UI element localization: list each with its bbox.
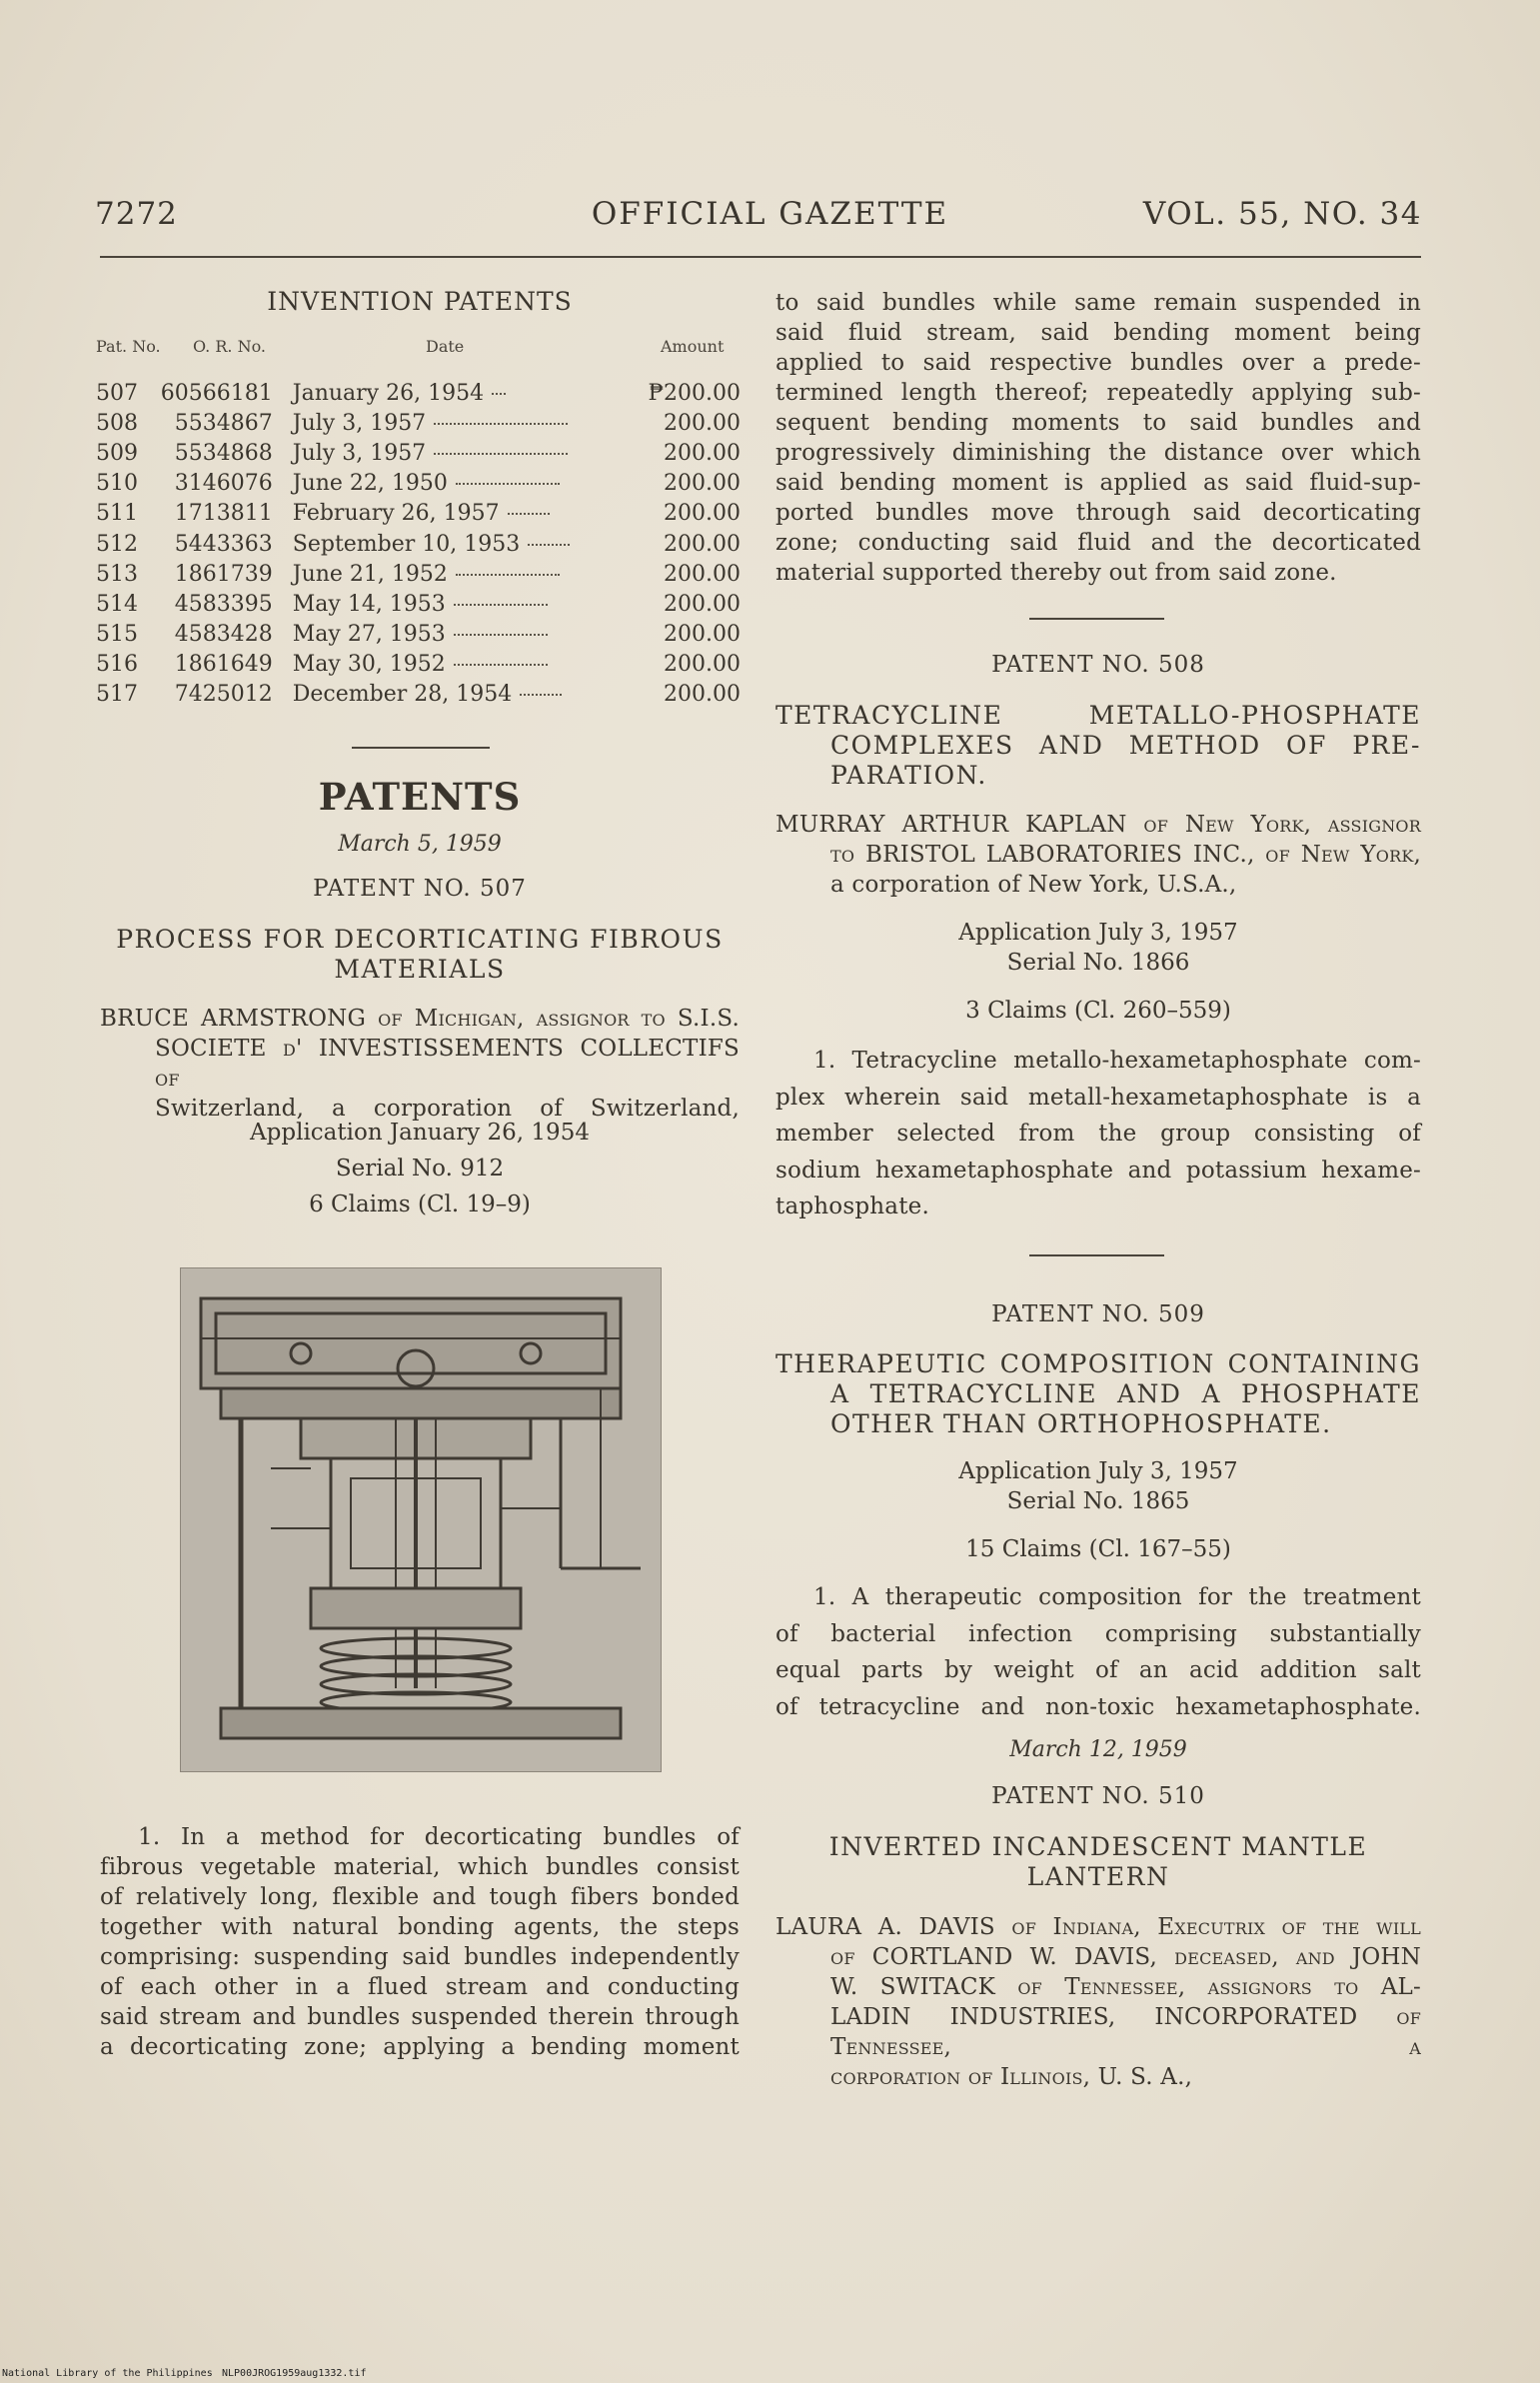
application-date: Application July 3, 1957 [958,920,1238,946]
apparatus-drawing [181,1268,661,1771]
cell-or [161,680,273,710]
text-line: LADIN INDUSTRIES, INCORPORATED of Tennessee, a [830,2004,1421,2060]
cell-amount [627,589,741,619]
table-row [96,620,741,650]
cell-amount [627,559,741,589]
cell-or [161,589,273,619]
col-pat-no: Pat. No. [96,337,161,356]
patent-509-claim [775,1579,1421,1725]
leader-dots [492,393,506,395]
cell-amount [627,408,741,438]
title-line: PROCESS FOR DECORTICATING FIBROUS [116,925,724,954]
cell-or [161,499,273,529]
title-line: LANTERN [1026,1862,1170,1891]
cell-date [273,469,627,499]
leader-dots [454,634,548,636]
date-value: February 26, 1957 [292,501,500,527]
cell-amount [627,438,741,468]
date-value: September 10, 1953 [292,531,521,557]
text-line: 1. A therapeutic composition for the treatment [813,1584,1421,1610]
col-amount: Amount [661,337,725,356]
text-line: applied to said respective bundles over a prede- [775,350,1421,376]
text-line: ported bundles move through said decorticating [775,500,1421,526]
date-value: July 3, 1957 [292,440,427,466]
cell-or [161,408,273,438]
inventor-line: Switzerland, a corporation of Switzerland, [155,1096,740,1122]
pat-value: 517 [96,682,138,708]
leader-dots [508,513,550,515]
pat-value: 510 [96,471,138,497]
leader-dots [434,423,568,425]
text-line: said bending moment is applied as said fluid-sup- [775,470,1421,496]
table-row [96,408,741,438]
cell-date [273,499,627,529]
or-value: 7425012 [174,682,273,708]
section-divider [352,747,490,749]
amount-value: 200.00 [664,682,741,708]
serial-number: Serial No. 1866 [1006,950,1190,976]
patents-date: March 5, 1959 [338,832,502,857]
or-value: 1713811 [174,501,273,527]
patent-507-application [100,1115,740,1222]
amount-value: 200.00 [664,622,741,648]
cell-or [161,620,273,650]
cell-or [161,650,273,680]
footer-library: National Library of the Philippines [2,2368,213,2379]
date-value: December 28, 1954 [292,682,513,708]
text-line: of each other in a flued stream and conducting [100,1974,740,2000]
pat-value: 511 [96,501,138,527]
title-line: INVERTED INCANDESCENT MANTLE [828,1832,1368,1861]
text-line: sodium hexametaphosphate and potassium hexame- [775,1157,1421,1184]
or-value: 1861739 [174,561,273,587]
table-row [96,559,741,589]
cell-amount [627,650,741,680]
pat-value: 508 [96,410,138,436]
title-line: PARATION. [830,761,987,790]
title-line: TETRACYCLINE METALLO-PHOSPHATE [775,701,1421,730]
cell-date [273,559,627,589]
leader-dots [454,604,548,606]
text-line: zone; conducting said fluid and the decorticated [775,530,1421,556]
cell-pat [96,529,161,559]
patent-508-inventor [775,810,1421,900]
pat-value: 515 [96,622,138,648]
col-date: Date [426,337,465,356]
patent-510-inventor [775,1912,1421,2092]
cell-date [273,650,627,680]
text-line: of bacterial infection comprising substantially [775,1620,1421,1647]
or-value: 5534867 [174,410,273,436]
date-value: June 22, 1950 [292,471,448,497]
table-row [96,438,741,468]
patent-507-title [100,925,740,985]
text-line: LAURA A. DAVIS of Indiana, Executrix of the will [775,1914,1421,1940]
inventor-line: MURRAY ARTHUR KAPLAN of New York, assignor [775,812,1421,838]
text-line: of relatively long, flexible and tough fibers bonded [100,1884,740,1910]
text-line: a decorticating zone; applying a bending moment [100,2034,740,2060]
patent-508-application [775,918,1421,1026]
pat-value: 507 [96,380,138,406]
text-line: taphosphate. [775,1193,929,1219]
inventor-line: to BRISTOL LABORATORIES INC., of New York, [830,842,1421,868]
patent-507-claim-continued [775,288,1421,588]
inventor-line: SOCIETE d' INVESTISSEMENTS COLLECTIFS of [155,1036,740,1092]
claims-count: 3 Claims (Cl. 260–559) [965,998,1231,1024]
or-value: 5443363 [174,531,273,557]
patent-507-claim [100,1822,740,2062]
cell-or [161,469,273,499]
volume-label: VOL. 55, NO. 34 [1142,196,1422,232]
table-row [96,680,741,710]
leader-dots [520,694,562,696]
title-line: COMPLEXES AND METHOD OF PRE- [830,731,1421,760]
text-line: corporation of Illinois, U. S. A., [830,2064,1193,2090]
text-line: 1. In a method for decorticating bundles of [138,1824,740,1850]
cell-or [161,559,273,589]
patent-507-inventor [100,1004,740,1124]
text-line: said fluid stream, said bending moment being [775,320,1421,346]
table-row [96,529,741,559]
cell-or [161,438,273,468]
text-line: termined length thereof; repeatedly applying sub- [775,380,1421,406]
cell-pat [96,469,161,499]
leader-dots [434,453,568,455]
cell-pat [96,650,161,680]
patent-510-number: PATENT NO. 510 [991,1783,1205,1809]
cell-pat [96,680,161,710]
date-value: June 21, 1952 [292,561,448,587]
cell-date [273,408,627,438]
or-value: 4583395 [174,591,273,617]
pat-value: 513 [96,561,138,587]
leader-dots [454,664,548,666]
cell-pat [96,499,161,529]
section-divider [1029,618,1164,620]
footer-file: NLP00JROG1959aug1332.tif [222,2368,367,2379]
cell-pat [96,559,161,589]
inventor-line: BRUCE ARMSTRONG of Michigan, assignor to S.I.S. [100,1006,740,1032]
invention-patents-title: INVENTION PATENTS [267,287,573,316]
text-line: W. SWITACK of Tennessee, assignors to AL- [830,1974,1421,2000]
serial-number: Serial No. 912 [335,1156,505,1182]
cell-amount [627,499,741,529]
text-line: of tetracycline and non-toxic hexametaphosphate. [775,1693,1421,1720]
patent-fee-table [96,378,741,710]
patent-510-title [775,1832,1421,1892]
cell-amount [627,620,741,650]
table-row [96,378,741,408]
table-row [96,499,741,529]
patent-509-application [775,1456,1421,1564]
amount-value: 200.00 [664,561,741,587]
cell-date [273,680,627,710]
pat-value: 509 [96,440,138,466]
cell-amount [627,529,741,559]
patent-508-number: PATENT NO. 508 [991,652,1205,678]
patents-date-2: March 12, 1959 [1009,1737,1187,1762]
cell-or [161,378,273,408]
amount-value: 200.00 [664,591,741,617]
patent-507-number: PATENT NO. 507 [313,876,527,902]
fee-table [96,378,741,710]
title-line: THERAPEUTIC COMPOSITION CONTAINING [775,1349,1421,1378]
date-value: May 27, 1953 [292,622,446,648]
date-value: May 30, 1952 [292,652,446,678]
claims-count: 15 Claims (Cl. 167–55) [965,1536,1231,1562]
date-value: May 14, 1953 [292,591,446,617]
or-value: 1861649 [174,652,273,678]
decorticating-apparatus-figure [180,1267,662,1772]
or-value: 4583428 [174,622,273,648]
amount-value: 200.00 [664,531,741,557]
leader-dots [528,544,570,546]
cell-pat [96,620,161,650]
amount-value: 200.00 [664,652,741,678]
pat-value: 512 [96,531,138,557]
title-line: OTHER THAN ORTHOPHOSPHATE. [830,1409,1332,1438]
claims-count: 6 Claims (Cl. 19–9) [309,1192,531,1217]
text-line: of CORTLAND W. DAVIS, deceased, and JOHN [830,1944,1421,1970]
header-rule [100,256,1421,258]
table-row [96,589,741,619]
amount-value: ₱200.00 [648,380,741,406]
table-row [96,469,741,499]
date-value: July 3, 1957 [292,410,427,436]
text-line: together with natural bonding agents, the steps [100,1914,740,1940]
leader-dots [456,483,560,485]
cell-pat [96,438,161,468]
col-or-no: O. R. No. [193,337,267,356]
cell-pat [96,378,161,408]
patent-509-number: PATENT NO. 509 [991,1301,1205,1327]
table-row [96,650,741,680]
date-value: January 26, 1954 [292,380,485,406]
title-line: MATERIALS [334,955,506,984]
cell-date [273,438,627,468]
patent-508-claim [775,1043,1421,1225]
or-value: 60566181 [160,380,273,406]
text-line: to said bundles while same remain suspended in [775,290,1421,316]
or-value: 3146076 [174,471,273,497]
cell-amount [627,378,741,408]
text-line: sequent bending moments to said bundles and [775,410,1421,436]
amount-value: 200.00 [664,501,741,527]
page-title: OFFICIAL GAZETTE [591,196,949,232]
pat-value: 516 [96,652,138,678]
cell-pat [96,589,161,619]
section-divider [1029,1254,1164,1256]
text-line: member selected from the group consisting of [775,1121,1421,1147]
text-line: comprising: suspending said bundles independently [100,1944,740,1970]
cell-or [161,529,273,559]
leader-dots [456,574,560,576]
or-value: 5534868 [174,440,273,466]
page-number: 7272 [95,196,178,232]
text-line: said stream and bundles suspended therein through [100,2004,740,2030]
amount-value: 200.00 [664,410,741,436]
text-line: plex wherein said metall-hexametaphosphate is a [775,1084,1421,1111]
text-line: fibrous vegetable material, which bundles consist [100,1854,740,1880]
amount-value: 200.00 [664,471,741,497]
patents-heading: PATENTS [318,775,522,819]
text-line: equal parts by weight of an acid addition salt [775,1657,1421,1683]
pat-value: 514 [96,591,138,617]
text-line: 1. Tetracycline metallo-hexametaphosphate com- [813,1048,1421,1074]
cell-amount [627,680,741,710]
application-date: Application January 26, 1954 [250,1120,590,1146]
inventor-line: a corporation of New York, U.S.A., [830,872,1237,898]
cell-date [273,529,627,559]
cell-amount [627,469,741,499]
cell-pat [96,408,161,438]
text-line: progressively diminishing the distance over which [775,440,1421,466]
patent-508-title [775,701,1421,791]
application-date: Application July 3, 1957 [958,1458,1238,1484]
patent-509-title [775,1349,1421,1439]
text-line: material supported thereby out from said zone. [775,560,1337,586]
cell-date [273,378,627,408]
serial-number: Serial No. 1865 [1006,1488,1190,1514]
title-line: A TETRACYCLINE AND A PHOSPHATE [830,1379,1421,1408]
cell-date [273,589,627,619]
cell-date [273,620,627,650]
amount-value: 200.00 [664,440,741,466]
